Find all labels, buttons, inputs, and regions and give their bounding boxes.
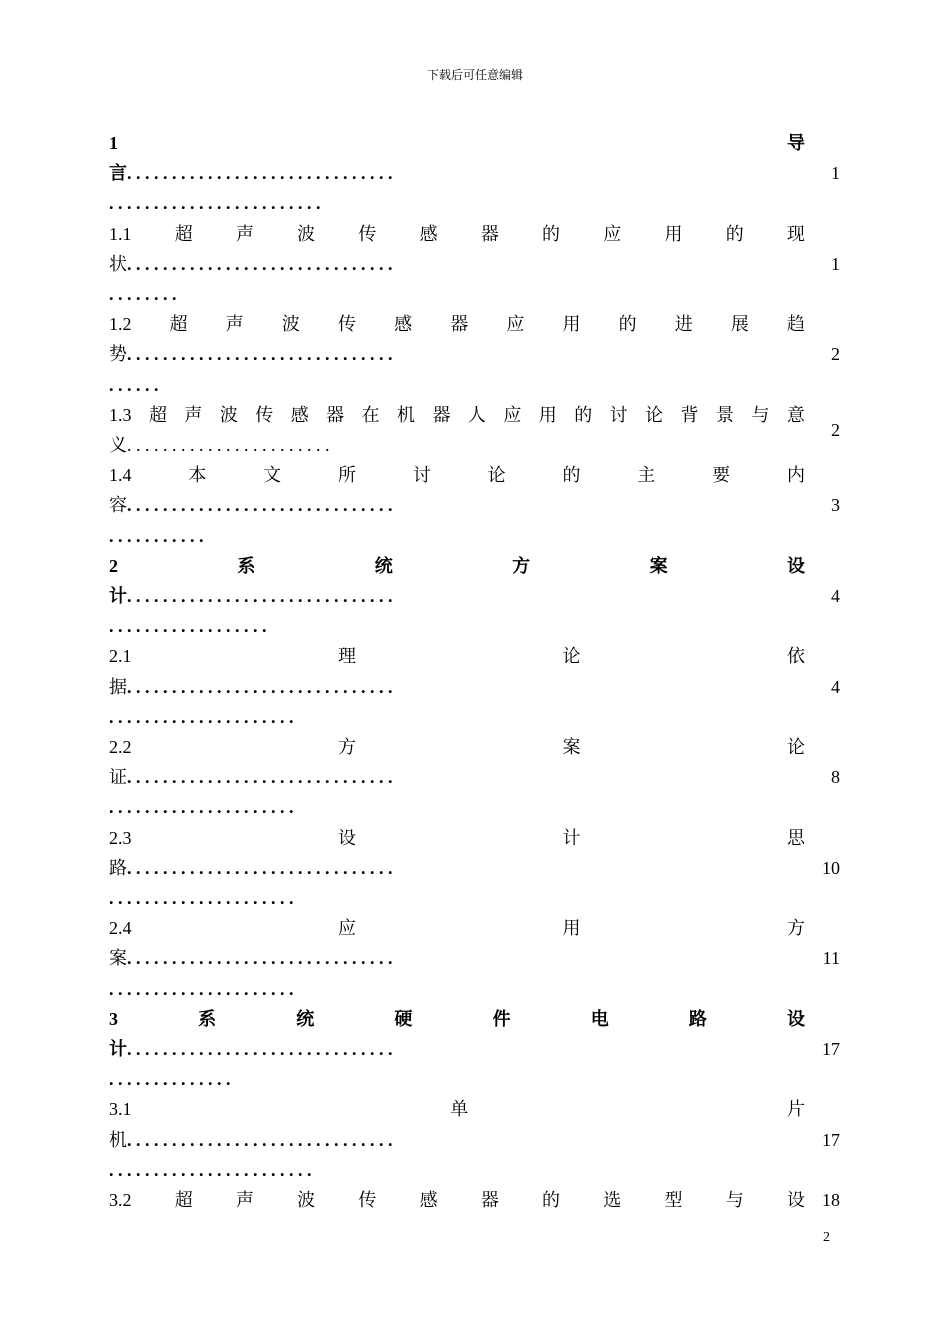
- toc-heading-char: 声: [184, 404, 203, 425]
- page-number: 2: [823, 1230, 830, 1245]
- toc-heading-char: 方: [338, 737, 356, 757]
- toc-heading-char: 讨: [412, 465, 431, 486]
- toc-heading-char: 设: [338, 827, 356, 848]
- toc-leader-line: [109, 672, 805, 702]
- toc-leader: . . . . . . . . . . . . . . . . . . . . . . . . . . . . . .: [127, 495, 393, 516]
- toc-heading-char: 感: [419, 1190, 438, 1210]
- toc-leader-continuation: . . . . . . . .: [109, 284, 177, 304]
- toc-heading-char: 传: [358, 223, 377, 244]
- toc-tail-char: 势: [109, 344, 127, 365]
- toc-leader-continuation: . . . . . . . . . . . . . . . . . .: [109, 616, 267, 637]
- toc-heading-char: 意: [786, 404, 805, 425]
- toc-heading-char: 片: [787, 1099, 805, 1120]
- toc-heading-char: 的: [725, 223, 744, 244]
- toc-heading-char: 论: [787, 737, 805, 757]
- toc-tail-char: 状: [109, 253, 127, 274]
- toc-heading-char: 本: [188, 465, 207, 486]
- toc-heading-char: 的: [542, 223, 561, 244]
- toc-heading-char: 主: [637, 465, 656, 486]
- toc-heading: [109, 1094, 805, 1124]
- toc-heading-char: 传: [255, 404, 274, 425]
- toc-number: 3.1: [109, 1099, 132, 1120]
- toc-heading-char: 论: [645, 404, 664, 425]
- page-header: 下载后可任意编辑: [426, 68, 523, 82]
- toc-leader: . . . . . . . . . . . . . . . . . . . . . . . . . . . . . .: [127, 586, 393, 606]
- toc-heading-char: 趋: [787, 314, 805, 335]
- toc-heading-char: 器: [450, 314, 469, 335]
- toc-tail-char: 计: [109, 1039, 127, 1059]
- toc-number: 3: [109, 1008, 118, 1029]
- toc-heading-char: 超: [148, 404, 167, 425]
- toc-heading-char: 案: [562, 737, 581, 757]
- toc-heading-char: 理: [338, 646, 356, 667]
- toc-heading-char: 与: [751, 404, 770, 425]
- toc-heading-char: 内: [786, 465, 805, 486]
- toc-number: 1: [109, 133, 118, 153]
- toc-heading-char: 的: [574, 404, 593, 425]
- toc-heading-char: 传: [338, 314, 356, 335]
- toc-number: 3.2: [109, 1190, 132, 1210]
- toc-leader: . . . . . . . . . . . . . . . . . . . . . . . . . . . . . .: [127, 253, 393, 274]
- toc-heading-char: 设: [786, 555, 805, 576]
- toc-tail-char: 义: [109, 435, 127, 455]
- toc-heading-char: 感: [394, 314, 413, 335]
- toc-heading-char: 波: [297, 223, 316, 244]
- toc-leader-line: [109, 339, 805, 369]
- toc-heading-char: 机: [397, 404, 415, 425]
- toc-heading-char: 进: [674, 314, 693, 335]
- toc-leader: . . . . . . . . . . . . . . . . . . . . . . . . . . . . . .: [127, 948, 393, 969]
- toc-heading-char: 应: [503, 404, 522, 425]
- toc-leader: . . . . . . . . . . . . . . . . . . . . . . . . . . . . . .: [127, 857, 393, 878]
- toc-heading-char: 现: [786, 223, 805, 244]
- toc-heading-char: 传: [358, 1190, 377, 1210]
- toc-heading-char: 应: [506, 314, 525, 335]
- toc-heading-char: 波: [297, 1190, 316, 1210]
- toc-heading-char: 思: [787, 827, 805, 848]
- toc-heading: [109, 219, 805, 249]
- toc-heading-char: 方: [512, 555, 531, 576]
- toc-leader-line: [109, 490, 805, 520]
- toc-heading-char: 与: [725, 1190, 744, 1210]
- toc-heading: [109, 128, 805, 158]
- toc-heading-char: 超: [174, 223, 193, 244]
- toc-tail-char: 言: [109, 163, 127, 184]
- toc-leader-line: [109, 943, 805, 973]
- toc-leader-line: [109, 1034, 805, 1064]
- toc-tail-char: 计: [109, 586, 127, 606]
- toc-heading: [109, 823, 805, 853]
- toc-heading-char: 依: [787, 646, 805, 667]
- toc-page-number: 18: [822, 1190, 840, 1210]
- toc-heading-char: 应: [603, 223, 622, 244]
- toc-page-number: 10: [822, 857, 840, 878]
- toc-leader-line: [109, 853, 805, 883]
- toc-heading-char: 设: [786, 1190, 805, 1210]
- toc-leader: . . . . . . . . . . . . . . . . . . . . . . .: [127, 435, 330, 455]
- toc-leader: . . . . . . . . . . . . . . . . . . . . . . . . . . . . . .: [127, 676, 393, 697]
- toc-leader: . . . . . . . . . . . . . . . . . . . . . . . . . . . . . .: [127, 1129, 393, 1150]
- toc-heading-char: 器: [326, 404, 345, 425]
- toc-leader-line: [109, 762, 805, 792]
- toc-leader-line: [109, 249, 805, 279]
- toc-heading-char: 声: [235, 223, 254, 244]
- toc-heading-char: 讨: [609, 404, 628, 425]
- toc-heading-char: 电: [590, 1008, 609, 1029]
- toc-heading: [109, 913, 805, 943]
- toc-leader-line: [109, 430, 805, 460]
- toc-page-number: 1: [831, 253, 840, 274]
- toc-leader-continuation: . . . . . . . . . . . . . . . . . . . . .: [109, 706, 294, 727]
- toc-page-number: 17: [822, 1129, 840, 1150]
- toc-heading-char: 论: [562, 646, 581, 667]
- toc-heading-char: 的: [542, 1190, 561, 1210]
- toc-heading-char: 计: [562, 827, 581, 848]
- toc-heading-char: 统: [374, 555, 393, 576]
- toc-heading-char: 所: [337, 465, 356, 486]
- toc-leader-continuation: . . . . . .: [109, 374, 159, 395]
- toc-heading: [109, 1185, 805, 1215]
- toc-page-number: 1: [831, 163, 840, 184]
- toc-leader-continuation: . . . . . . . . . . . . . . . . . . . . .: [109, 978, 294, 999]
- toc-page-number: 4: [831, 586, 840, 606]
- toc-heading-char: 设: [786, 1008, 805, 1029]
- toc-tail-char: 路: [109, 857, 127, 878]
- toc-heading-char: 用: [562, 314, 581, 335]
- toc-heading-char: 要: [712, 465, 731, 486]
- toc-heading: [109, 309, 805, 339]
- toc-page-number: 2: [831, 419, 840, 440]
- toc-tail-char: 案: [109, 948, 127, 969]
- toc-number: 1.4: [109, 465, 132, 486]
- toc-heading: [109, 1004, 805, 1034]
- toc-page-number: 3: [831, 495, 840, 516]
- toc-heading-char: 应: [338, 918, 356, 939]
- toc-heading-char: 用: [562, 918, 581, 939]
- toc-heading-char: 系: [198, 1008, 217, 1029]
- toc-heading-char: 硬: [394, 1008, 413, 1029]
- toc-page-number: 17: [822, 1039, 840, 1059]
- toc-heading-char: 方: [787, 918, 805, 939]
- toc-heading-char: 声: [225, 314, 244, 335]
- toc-heading-char: 路: [688, 1008, 707, 1029]
- toc-heading: [109, 641, 805, 671]
- toc-heading-char: 的: [562, 465, 581, 486]
- toc-heading-char: 声: [235, 1190, 254, 1210]
- toc-page-number: 8: [831, 767, 840, 788]
- toc-leader-continuation: . . . . . . . . . . .: [109, 525, 204, 546]
- toc-heading-char: 型: [664, 1190, 683, 1210]
- toc-leader-continuation: . . . . . . . . . . . . . . . . . . . . . . . .: [109, 193, 321, 214]
- toc-heading-char: 案: [649, 555, 668, 576]
- toc-heading-char: 超: [174, 1190, 193, 1210]
- toc-heading-char: 人: [467, 404, 486, 425]
- toc-heading-char: 导: [787, 133, 805, 153]
- toc-heading-char: 波: [219, 404, 238, 425]
- toc-heading-char: 器: [480, 1190, 499, 1210]
- toc-number: 2.4: [109, 918, 132, 939]
- toc-heading: [109, 551, 805, 581]
- toc-heading-char: 器: [480, 223, 499, 244]
- toc-leader: . . . . . . . . . . . . . . . . . . . . . . . . . . . . . .: [127, 1039, 393, 1059]
- toc-tail-char: 容: [109, 495, 127, 516]
- toc-heading-char: 系: [237, 555, 256, 576]
- toc-page-number: 2: [831, 344, 840, 365]
- toc-number: 2.2: [109, 737, 132, 757]
- toc-heading-char: 器: [432, 404, 451, 425]
- toc-leader: . . . . . . . . . . . . . . . . . . . . . . . . . . . . . .: [127, 163, 393, 184]
- toc-heading-char: 用: [538, 404, 557, 425]
- toc-leader-continuation: . . . . . . . . . . . . . . . . . . . . .: [109, 888, 294, 908]
- toc-heading: [109, 460, 805, 490]
- toc-leader: . . . . . . . . . . . . . . . . . . . . . . . . . . . . . .: [127, 767, 393, 788]
- toc-number: 1.3: [109, 404, 132, 425]
- toc-page-number: 4: [831, 676, 840, 697]
- toc-heading-char: 展: [730, 314, 749, 335]
- toc-heading-char: 论: [487, 465, 506, 486]
- toc-tail-char: 证: [109, 767, 127, 788]
- toc-page-number: 11: [822, 948, 840, 969]
- toc-heading-char: 选: [603, 1190, 622, 1210]
- toc-heading: [109, 400, 805, 430]
- toc-heading-char: 感: [290, 404, 309, 425]
- toc-leader-line: [109, 581, 805, 611]
- toc-leader-continuation: . . . . . . . . . . . . . .: [109, 1069, 231, 1090]
- toc-heading-char: 感: [419, 223, 438, 244]
- toc-leader-continuation: . . . . . . . . . . . . . . . . . . . . .: [109, 797, 294, 818]
- toc-heading-char: 单: [450, 1099, 469, 1120]
- toc-leader-line: [109, 158, 805, 188]
- toc-leader: . . . . . . . . . . . . . . . . . . . . . . . . . . . . . .: [127, 344, 393, 365]
- toc-heading: [109, 732, 805, 762]
- toc-heading-char: 文: [263, 465, 282, 486]
- toc-heading-char: 在: [361, 404, 380, 425]
- toc-heading-char: 件: [492, 1008, 511, 1029]
- toc-heading-char: 景: [715, 404, 734, 425]
- toc-tail-char: 据: [109, 676, 127, 697]
- toc-number: 2.3: [109, 827, 132, 848]
- toc-heading-char: 超: [169, 314, 188, 335]
- toc-number: 2: [109, 555, 118, 576]
- toc-heading-char: 的: [618, 314, 637, 335]
- toc-tail-char: 机: [109, 1129, 127, 1150]
- toc-heading-char: 背: [680, 404, 699, 425]
- toc-heading-char: 统: [296, 1008, 315, 1029]
- toc-heading-char: 波: [281, 314, 300, 335]
- toc-leader-continuation: . . . . . . . . . . . . . . . . . . . . . . .: [109, 1159, 312, 1180]
- toc-leader-line: [109, 1125, 805, 1155]
- toc-heading-char: 用: [664, 223, 683, 244]
- toc-number: 2.1: [109, 646, 132, 667]
- toc-number: 1.1: [109, 223, 132, 244]
- toc-number: 1.2: [109, 314, 132, 335]
